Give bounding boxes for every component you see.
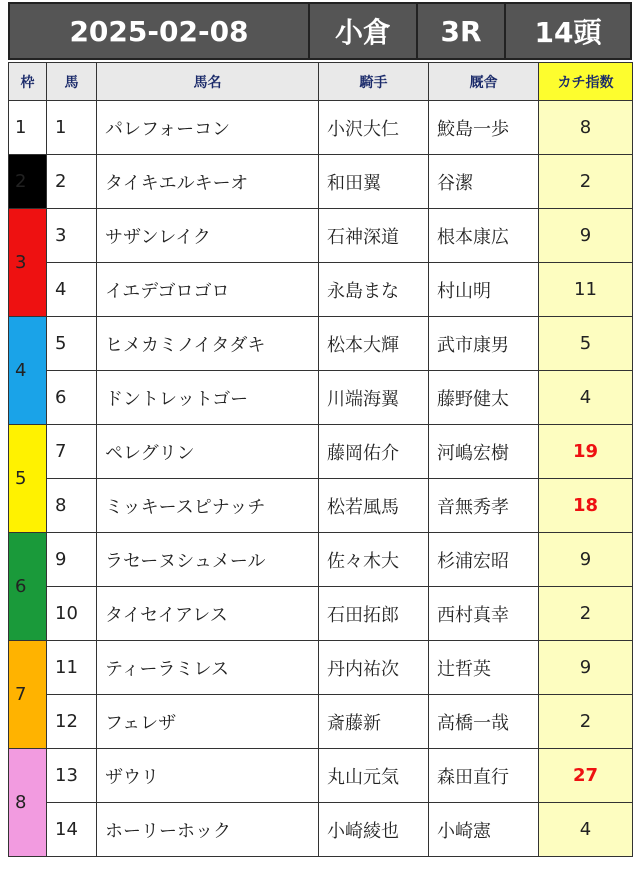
trainer-cell: 河嶋宏樹 <box>429 425 539 479</box>
table-row <box>9 479 633 533</box>
waku-cell: 3 <box>9 209 47 317</box>
race-date: 2025-02-08 <box>10 4 310 58</box>
uma-cell: 3 <box>47 209 97 263</box>
trainer-cell: 藤野健太 <box>429 371 539 425</box>
horse-name-cell: パレフォーコン <box>97 101 319 155</box>
trainer-cell: 森田直行 <box>429 749 539 803</box>
jockey-cell: 石神深道 <box>319 209 429 263</box>
table-row <box>9 371 633 425</box>
trainer-cell: 音無秀孝 <box>429 479 539 533</box>
uma-cell: 2 <box>47 155 97 209</box>
jockey-cell: 和田翼 <box>319 155 429 209</box>
uma-cell: 6 <box>47 371 97 425</box>
trainer-cell: 辻哲英 <box>429 641 539 695</box>
kachi-index-cell: 2 <box>539 695 633 749</box>
waku-cell: 2 <box>9 155 47 209</box>
jockey-cell: 石田拓郎 <box>319 587 429 641</box>
trainer-cell: 杉浦宏昭 <box>429 533 539 587</box>
horse-name-cell: イエデゴロゴロ <box>97 263 319 317</box>
uma-cell: 14 <box>47 803 97 857</box>
horse-name-cell: タイセイアレス <box>97 587 319 641</box>
trainer-cell: 高橋一哉 <box>429 695 539 749</box>
col-header-name: 馬名 <box>97 63 319 101</box>
uma-cell: 12 <box>47 695 97 749</box>
kachi-index-cell: 9 <box>539 209 633 263</box>
trainer-cell: 鮫島一歩 <box>429 101 539 155</box>
horse-name-cell: ミッキースピナッチ <box>97 479 319 533</box>
horse-name-cell: サザンレイク <box>97 209 319 263</box>
waku-cell: 8 <box>9 749 47 857</box>
waku-cell: 4 <box>9 317 47 425</box>
jockey-cell: 永島まな <box>319 263 429 317</box>
jockey-cell: 川端海翼 <box>319 371 429 425</box>
waku-cell: 1 <box>9 101 47 155</box>
table-row <box>9 803 633 857</box>
table-row <box>9 695 633 749</box>
table-row <box>9 641 633 695</box>
kachi-index-cell: 8 <box>539 101 633 155</box>
jockey-cell: 松若風馬 <box>319 479 429 533</box>
horse-name-cell: ザウリ <box>97 749 319 803</box>
horse-name-cell: フェレザ <box>97 695 319 749</box>
trainer-cell: 谷潔 <box>429 155 539 209</box>
uma-cell: 10 <box>47 587 97 641</box>
uma-cell: 4 <box>47 263 97 317</box>
table-body <box>9 101 633 857</box>
jockey-cell: 丸山元気 <box>319 749 429 803</box>
horse-name-cell: タイキエルキーオ <box>97 155 319 209</box>
uma-cell: 8 <box>47 479 97 533</box>
col-header-uma: 馬 <box>47 63 97 101</box>
table-row <box>9 587 633 641</box>
jockey-cell: 佐々木大 <box>319 533 429 587</box>
col-header-trainer: 厩舎 <box>429 63 539 101</box>
kachi-index-cell: 4 <box>539 371 633 425</box>
race-header <box>8 2 632 60</box>
table-row <box>9 533 633 587</box>
entry-table <box>8 62 633 857</box>
table-row <box>9 155 633 209</box>
race-venue: 小倉 <box>310 4 418 58</box>
runner-count: 14頭 <box>534 16 602 49</box>
table-row <box>9 263 633 317</box>
col-header-jockey: 騎手 <box>319 63 429 101</box>
uma-cell: 1 <box>47 101 97 155</box>
horse-name-cell: ペレグリン <box>97 425 319 479</box>
jockey-cell: 斎藤新 <box>319 695 429 749</box>
jockey-cell: 小崎綾也 <box>319 803 429 857</box>
table-row <box>9 425 633 479</box>
trainer-cell: 村山明 <box>429 263 539 317</box>
uma-cell: 9 <box>47 533 97 587</box>
table-row <box>9 209 633 263</box>
trainer-cell: 根本康広 <box>429 209 539 263</box>
race-number: 3R <box>418 4 506 58</box>
jockey-cell: 小沢大仁 <box>319 101 429 155</box>
uma-cell: 7 <box>47 425 97 479</box>
kachi-index-cell: 11 <box>539 263 633 317</box>
waku-cell: 7 <box>9 641 47 749</box>
trainer-cell: 小崎憲 <box>429 803 539 857</box>
horse-name-cell: ティーラミレス <box>97 641 319 695</box>
uma-cell: 11 <box>47 641 97 695</box>
kachi-index-cell: 5 <box>539 317 633 371</box>
kachi-index-cell: 9 <box>539 641 633 695</box>
table-row <box>9 101 633 155</box>
jockey-cell: 丹内祐次 <box>319 641 429 695</box>
trainer-cell: 武市康男 <box>429 317 539 371</box>
waku-cell: 5 <box>9 425 47 533</box>
table-row <box>9 749 633 803</box>
kachi-index-cell: 2 <box>539 155 633 209</box>
kachi-index-cell: 19 <box>539 425 633 479</box>
table-row <box>9 317 633 371</box>
horse-name-cell: ヒメカミノイタダキ <box>97 317 319 371</box>
kachi-index-cell: 18 <box>539 479 633 533</box>
uma-cell: 13 <box>47 749 97 803</box>
waku-cell: 6 <box>9 533 47 641</box>
horse-name-cell: ラセーヌシュメール <box>97 533 319 587</box>
kachi-index-cell: 27 <box>539 749 633 803</box>
col-header-kachi: カチ指数 <box>539 63 633 101</box>
trainer-cell: 西村真幸 <box>429 587 539 641</box>
horse-name-cell: ホーリーホック <box>97 803 319 857</box>
jockey-cell: 藤岡佑介 <box>319 425 429 479</box>
kachi-index-cell: 2 <box>539 587 633 641</box>
table-header-row <box>9 63 633 101</box>
col-header-waku: 枠 <box>9 63 47 101</box>
uma-cell: 5 <box>47 317 97 371</box>
horse-name-cell: ドントレットゴー <box>97 371 319 425</box>
kachi-index-cell: 4 <box>539 803 633 857</box>
jockey-cell: 松本大輝 <box>319 317 429 371</box>
kachi-index-cell: 9 <box>539 533 633 587</box>
